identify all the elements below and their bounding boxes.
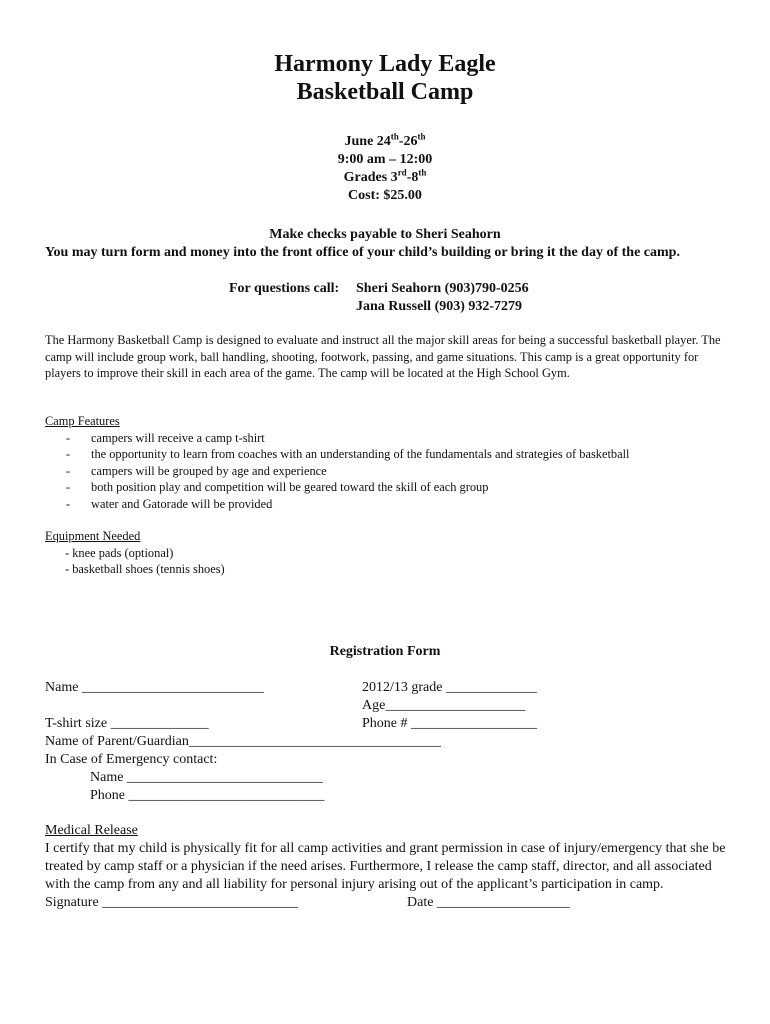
- age-field[interactable]: Age____________________: [362, 698, 526, 713]
- camp-time: 9:00 am – 12:00: [337, 152, 433, 167]
- camp-features: [45, 413, 745, 512]
- list-dash: -: [66, 463, 71, 478]
- emergency-name-field[interactable]: Name ____________________________: [90, 770, 323, 785]
- emergency-contact-label: In Case of Emergency contact:: [45, 752, 218, 767]
- camp-info: [0, 133, 770, 205]
- parent-guardian-field[interactable]: Name of Parent/Guardian____________________________________: [45, 734, 441, 749]
- turn-in-instructions: You may turn form and money into the front office of your child’s building or bring it the day of the camp.: [45, 245, 680, 260]
- contact-info: [229, 280, 529, 316]
- camp-description: The Harmony Basketball Camp is designed to evaluate and instruct all the major skill areas for being a successful basketball player. The camp will include group work, ball handling, shooting, footwork, passing, and game situations. This camp is a great opportunity for players to improve their skill in each area of the game. The camp will be located at the High School Gym.: [45, 333, 721, 380]
- contact-label: For questions call:: [229, 281, 340, 296]
- equipment-needed: [45, 528, 445, 578]
- grades-end-sup: th: [418, 167, 427, 178]
- list-dash: -: [66, 480, 71, 494]
- equipment-heading: Equipment Needed: [45, 529, 141, 543]
- date-start: June 24: [344, 134, 391, 149]
- form-row: [45, 751, 725, 769]
- list-item: - basketball shoes (tennis shoes): [65, 562, 225, 576]
- form-row: [45, 697, 725, 715]
- list-dash: -: [66, 430, 71, 445]
- grades-start: Grades 3: [343, 170, 398, 185]
- list-item-text: campers will receive a camp t-shirt: [91, 430, 265, 445]
- title-line-1: Harmony Lady Eagle: [274, 51, 496, 77]
- grades-start-sup: rd: [397, 167, 407, 178]
- title-line-2: Basketball Camp: [296, 79, 474, 105]
- form-row: [45, 733, 725, 751]
- contact-row-2: [229, 298, 529, 316]
- signature-row: [45, 894, 735, 912]
- medical-text: I certify that my child is physically fit for all camp activities and grant permission in case of injury/emergency that she be treated by camp staff or a physician if the need arises. Furthermore, I release the camp staff, director, and all associated with the camp from any and all liability for personal injury arising out of the applicant’s participation in camp.: [45, 841, 726, 892]
- list-item: [45, 496, 745, 513]
- form-row: [45, 787, 725, 805]
- date-end: -26: [398, 134, 418, 149]
- list-item: [45, 430, 745, 447]
- checks-payable: Make checks payable to Sheri Seahorn: [269, 227, 501, 242]
- contact-sheri: Sheri Seahorn (903)790-0256: [356, 281, 529, 296]
- list-item: [45, 463, 745, 480]
- tshirt-size-field[interactable]: T-shirt size ______________: [45, 716, 209, 731]
- signature-field[interactable]: Signature ____________________________: [45, 895, 299, 910]
- form-row: [45, 679, 725, 697]
- registration-title: Registration Form: [329, 644, 441, 659]
- contact-label-spacer: [229, 298, 356, 316]
- camp-grades: [0, 169, 770, 187]
- camp-cost: Cost: $25.00: [348, 188, 422, 203]
- camp-dates: [0, 133, 770, 151]
- emergency-phone-field[interactable]: Phone ____________________________: [90, 788, 325, 803]
- registration-form: [45, 679, 725, 805]
- list-item-text: water and Gatorade will be provided: [91, 496, 273, 511]
- grades-end: -8: [406, 170, 419, 185]
- date-end-sup: th: [417, 131, 426, 142]
- contact-row-1: [229, 280, 529, 298]
- date-start-sup: th: [390, 131, 399, 142]
- list-dash: -: [66, 496, 71, 511]
- date-field[interactable]: Date ___________________: [407, 895, 570, 910]
- form-row: [45, 715, 725, 733]
- features-heading: Camp Features: [45, 414, 120, 428]
- contact-jana: Jana Russell (903) 932-7279: [356, 299, 523, 314]
- list-item-text: the opportunity to learn from coaches with an understanding of the fundamentals and strategies of basketball: [91, 447, 630, 461]
- list-item: - knee pads (optional): [65, 545, 174, 560]
- list-dash: -: [66, 447, 71, 461]
- medical-heading: Medical Release: [45, 823, 138, 838]
- list-item: [45, 479, 745, 496]
- list-item-text: both position play and competition will be geared toward the skill of each group: [91, 480, 489, 494]
- name-field[interactable]: Name __________________________: [45, 680, 264, 695]
- form-row: [45, 769, 725, 787]
- list-item-text: campers will be grouped by age and experience: [91, 463, 327, 478]
- medical-release: [45, 822, 735, 912]
- list-item: [45, 446, 745, 463]
- grade-field[interactable]: 2012/13 grade _____________: [362, 680, 537, 695]
- document-title: [0, 50, 770, 106]
- phone-field[interactable]: Phone # __________________: [362, 716, 537, 731]
